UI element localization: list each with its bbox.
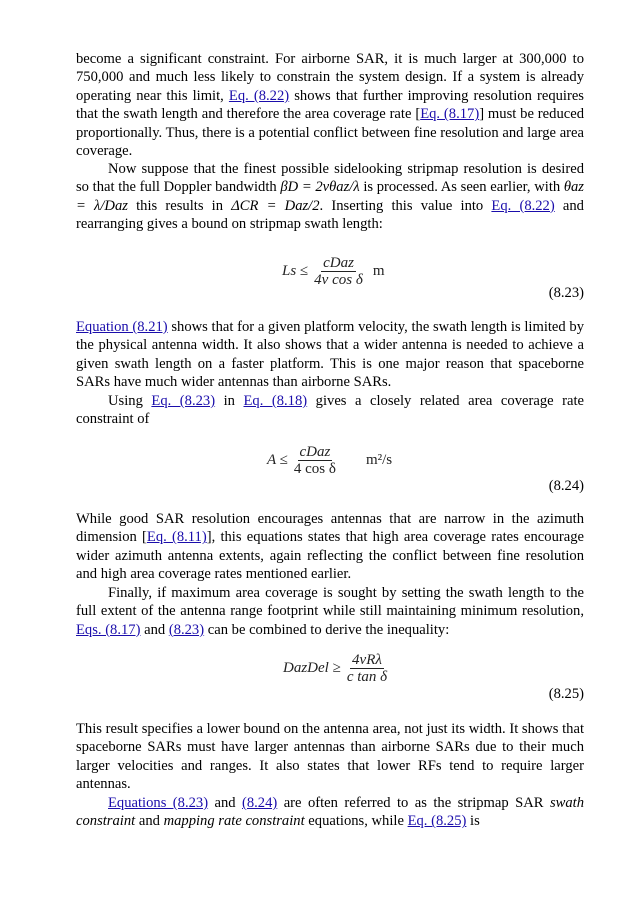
link-eq-8-17[interactable]: Eq. (8.17)	[420, 106, 480, 123]
paragraph-8	[76, 794, 584, 831]
text: this results in	[127, 197, 232, 214]
text: This result specifies a lower bound on the antenna area, not just its width. It shows that spaceborne SARs must have larger antennas than airborne SARs due to their much larger velocities and ranges. It also states that lower RFs tend to require larger antennas.	[76, 721, 584, 793]
equation-numerator: cDaz	[299, 444, 331, 460]
equation-denominator: c tan δ	[346, 669, 388, 685]
link-eqs-8-17[interactable]: Eqs. (8.17)	[76, 621, 141, 638]
link-eq-8-21[interactable]: Equation (8.21)	[76, 319, 168, 335]
cross-range-expression: ΔCR = Daz/2	[231, 197, 320, 214]
text: and	[140, 621, 169, 638]
text: gives a closely related area coverage rate constraint of	[76, 393, 584, 428]
paragraph-5	[76, 510, 584, 584]
equation-8-23	[0, 255, 636, 301]
text: Finally, if maximum area coverage is sought by setting the swath length to the full extent of the antenna range footprint while still maintaining minimum resolution,	[76, 585, 584, 620]
equation-denominator: 4 cos δ	[293, 461, 336, 477]
text: ], this equations states that high area coverage rates encourage wider azimuth antenna extents, again reflecting the conflict between fine resolution and high area coverage rates mentioned earlier.	[76, 529, 584, 583]
text: and rearranging gives a bound on stripmap swath length:	[76, 197, 584, 233]
text: are often referred to as the stripmap SAR	[277, 795, 550, 811]
term-swath-constraint: swath constraint	[76, 795, 584, 830]
link-eq-8-18[interactable]: Eq. (8.18)	[243, 393, 308, 409]
equation-numerator: cDaz	[323, 255, 354, 271]
link-eq-8-11[interactable]: Eq. (8.11)	[146, 529, 207, 546]
text: . Inserting this value into	[319, 197, 492, 214]
equation-unit: m²/s	[365, 452, 393, 468]
paragraph-3	[76, 318, 584, 392]
text: and	[208, 795, 242, 811]
beta-expression: βD = 2vθaz/λ	[280, 179, 360, 196]
paragraph-7	[76, 720, 584, 794]
text: While good SAR resolution encourages antennas that are narrow in the azimuth dimension [	[76, 511, 584, 546]
paragraph-6	[76, 584, 584, 639]
text: equations, while	[304, 813, 408, 830]
link-eq-8-22[interactable]: Eq. (8.22)	[228, 87, 290, 104]
paragraph-4	[76, 392, 584, 429]
paragraph-2	[76, 160, 584, 234]
link-eq-8-23[interactable]: Eq. (8.23)	[151, 393, 216, 409]
text: Using	[108, 393, 152, 409]
text: can be combined to derive the inequality:	[204, 621, 450, 638]
equation-number: (8.23)	[548, 285, 584, 301]
equation-fraction	[345, 652, 389, 685]
paragraph-1	[76, 50, 584, 160]
equation-denominator: 4v cos δ	[314, 272, 363, 288]
theta-expression: θaz = λ/Daz	[76, 179, 584, 214]
equation-8-24	[0, 444, 636, 494]
text: shows that for a given platform velocity, the swath length is limited by the physical antenna width. It also shows that a wider antenna is needed to achieve a given swath length on a faster platform. This is one major reason that spaceborne SARs have much wider antennas than airborne SARs.	[76, 319, 584, 391]
equation-lhs: Ls ≤	[282, 263, 309, 279]
text: is processed. As seen earlier, with	[359, 179, 564, 196]
text: in	[215, 393, 244, 409]
text: is	[466, 813, 480, 830]
equation-8-25	[0, 652, 636, 702]
text: and	[135, 813, 164, 830]
term-mapping-rate-constraint: mapping rate constraint	[163, 813, 305, 830]
equation-number: (8.25)	[548, 686, 584, 702]
link-eq-8-22[interactable]: Eq. (8.22)	[491, 197, 555, 214]
equation-lhs: DazDel ≥	[283, 660, 341, 676]
link-equations-8-23[interactable]: Equations (8.23)	[108, 795, 209, 811]
equation-fraction	[292, 444, 338, 477]
text: become a significant constraint. For airborne SAR, it is much larger at 300,000 to 750,000 and much less likely to constrain the system design. If a system is already operating near this limit,	[76, 51, 584, 104]
link-eq-8-25[interactable]: Eq. (8.25)	[407, 813, 467, 830]
text: Now suppose that the finest possible sidelooking stripmap resolution is desired so that the full Doppler bandwidth	[76, 161, 584, 196]
equation-fraction	[312, 255, 365, 288]
equation-number: (8.24)	[548, 478, 584, 494]
link-eq-8-24[interactable]: (8.24)	[242, 795, 278, 811]
text: ] must be reduced proportionally. Thus, there is a potential conflict between fine resolution and large area coverage.	[76, 106, 584, 160]
equation-lhs: A ≤	[267, 452, 288, 468]
link-eq-8-23[interactable]: (8.23)	[168, 621, 205, 638]
equation-unit: m	[372, 263, 385, 279]
text: shows that further improving resolution requires that the swath length and therefore the area coverage rate [	[76, 87, 584, 123]
equation-numerator: 4vRλ	[352, 652, 382, 668]
